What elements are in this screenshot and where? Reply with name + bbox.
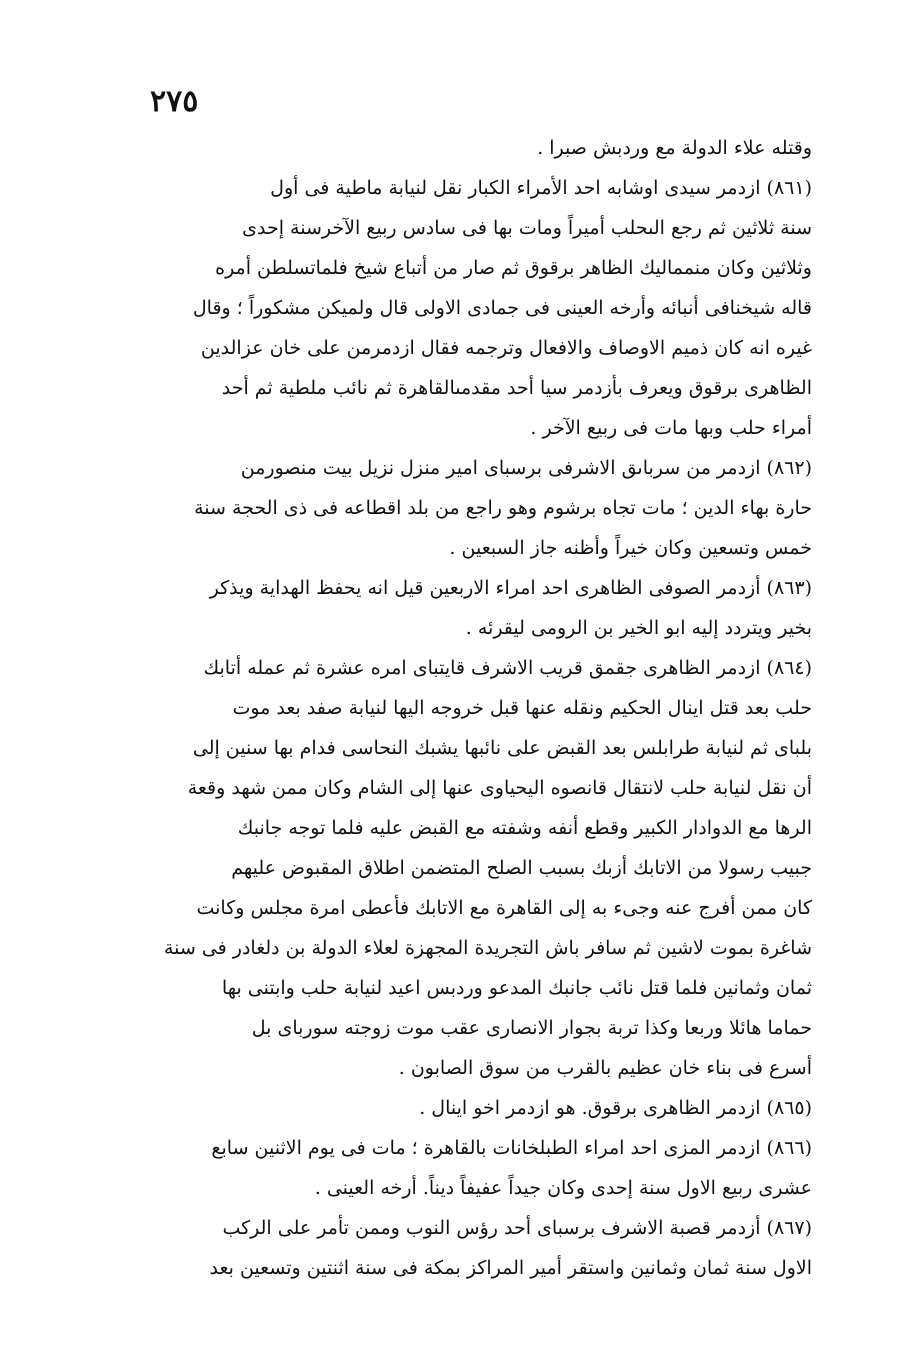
text-line: سنة ثلاثين ثم رجع الىحلب أميراً ومات بها فى سادس ربيع الآخرسنة إحدى [242,217,812,239]
text-line: وقتله علاء الدولة مع وردبش صبرا . [537,137,812,159]
text-line: غيره انه كان ذميم الاوصاف والافعال وترجمه فقال ازدمرمن على خان عزالدين [200,337,812,359]
text-line: الرها مع الدوادار الكبير وقطع أنفه وشفته مع القبض عليه فلما توجه جانبك [237,817,812,839]
text-line: ثمان وثمانين فلما قتل نائب جانبك المدعو وردبس اعيد لنيابة حلب وابتنى بها [221,977,812,999]
text-line: أمراء حلب وبها مات فى ربيع الآخر . [530,417,812,439]
text-line: قاله شيخنافى أنبائه وأرخه العينى فى جمادى الاولى قال ولميكن مشكوراً ؛ وقال [192,297,812,319]
text-line: شاغرة بموت لاشين ثم سافر باش التجريدة المجهزة لعلاء الدولة بن دلغادر فى سنة [163,937,812,959]
text-line: (٨٦٤) ازدمر الظاهرى جقمق قريب الاشرف قايتباى امره عشرة ثم عمله أتابك [203,657,812,679]
text-line: بخير ويتردد إليه ابو الخير بن الرومى ليقرئه . [465,617,812,639]
text-line: (٨٦٣) أزدمر الصوفى الظاهرى احد امراء الاربعين قيل انه يحفظ الهداية ويذكر [209,577,812,599]
text-body [150,128,812,1288]
text-line: حارة بهاء الدين ؛ مات تجاه برشوم وهو راجع من بلد اقطاعه فى ذى الحجة سنة [194,497,812,519]
text-line: (٨٦٦) ازدمر المزى احد امراء الطبلخانات بالقاهرة ؛ مات فى يوم الاثنين سابع [211,1137,812,1159]
text-line: وثلاثين وكان منمماليك الظاهر برقوق ثم صار من أتباع شيخ فلماتسلطن أمره [215,257,812,279]
text-line: الاول سنة ثمان وثمانين واستقر أمير المراكز بمكة فى سنة اثنتين وتسعين بعد [209,1257,812,1279]
text-line: حلب بعد قتل اينال الحكيم ونقله عنها قبل خروجه اليها لنيابة صفد بعد موت [232,697,812,719]
text-line: عشرى ربيع الاول سنة إحدى وكان جيداً عفيفاً ديناً. أرخه العينى . [314,1177,812,1199]
text-line: الظاهرى برقوق ويعرف بأزدمر سيا أحد مقدمىالقاهرة ثم نائب ملطية ثم أحد [221,377,812,399]
text-line: كان ممن أفرج عنه وجىء به إلى القاهرة مع الاتابك فأعطى امرة مجلس وكانت [196,897,812,919]
text-line: (٨٦٧) أزدمر قصبة الاشرف برسباى أحد رؤس النوب وممن تأمر على الركب [222,1217,812,1239]
text-line: جبيب رسولا من الاتابك أزبك بسبب الصلح المتضمن اطلاق المقبوض عليهم [231,857,812,879]
text-line: أسرع فى بناء خان عظيم بالقرب من سوق الصابون . [398,1057,812,1079]
text-line: أن نقل لنيابة حلب لانتقال قانصوه اليحياوى عنها إلى الشام وكان ممن شهد وقعة [187,777,812,799]
text-line: حماما هائلا وربعا وكذا تربة بجوار الانصارى عقب موت زوجته سورباى بل [251,1017,812,1039]
text-line: خمس وتسعين وكان خيراً وأظنه جاز السبعين . [449,537,812,559]
page-number: ٢٧٥ [150,84,199,119]
text-line: (٨٦١) ازدمر سيدى اوشابه احد الأمراء الكبار نقل لنيابة ماطية فى أول [270,177,812,199]
text-line: (٨٦٥) ازدمر الظاهرى برقوق. هو ازدمر اخو اينال . [419,1097,812,1119]
text-line: (٨٦٢) ازدمر من سرباىق الاشرفى برسباى امير منزل نزيل بيت منصورمن [240,457,812,479]
text-line: بلباى ثم لنيابة طرابلس بعد القبض على نائبها يشبك النحاسى فدام بها سنين إلى [192,737,812,759]
